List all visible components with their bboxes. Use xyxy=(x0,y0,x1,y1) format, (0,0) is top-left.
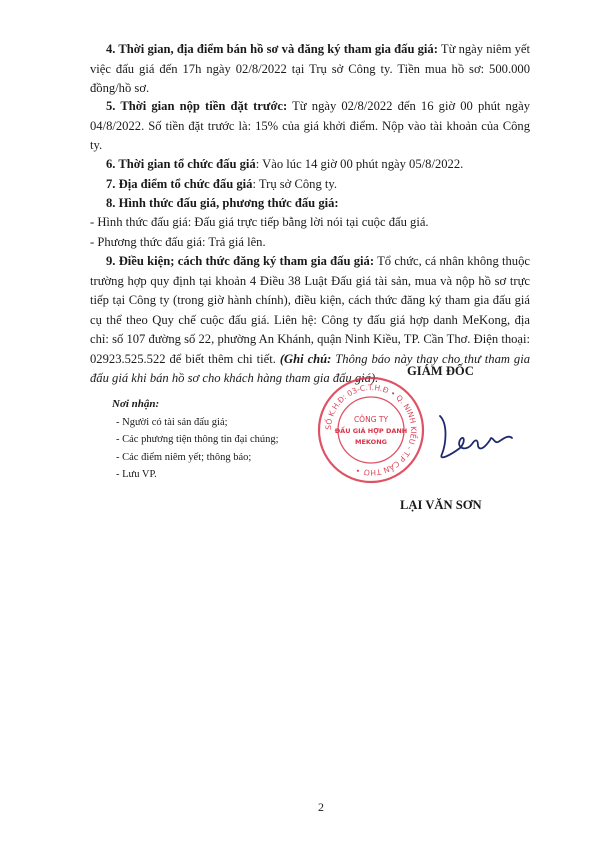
section-8-line-2: - Phương thức đấu giá: Trả giá lên. xyxy=(90,235,266,249)
stamp-center-line-1: CÔNG TY xyxy=(353,415,389,424)
section-8-label: 8. Hình thức đấu giá, phương thức đấu giá: xyxy=(106,196,339,210)
signer-name: LẠI VĂN SƠN xyxy=(400,498,482,512)
section-8-line-1: - Hình thức đấu giá: Đấu giá trực tiếp bằng lời nói tại cuộc đấu giá. xyxy=(90,215,429,229)
section-4-label: 4. Thời gian, địa điểm bán hồ sơ và đăng ký tham gia đấu giá: xyxy=(106,42,438,56)
section-5-text: Từ ngày 02/8/2022 đến 16 giờ 00 phút ngày 04/8/2022. Số tiền đặt trước là: 15% của giá khởi điểm. Nộp vào tài khoản của Công ty. xyxy=(90,99,530,152)
recipient-line: - Các điểm niêm yết; thông báo; xyxy=(116,451,252,463)
stamp-center-line-3: MEKONG xyxy=(355,438,387,446)
recipients-heading: Nơi nhận: xyxy=(112,398,160,410)
section-9-note-label: (Ghi chú: xyxy=(279,351,332,366)
section-9-note-text: Thông báo này thay cho thư tham gia đấu giá khi bán hồ sơ cho khách hàng tham gia đấu giá). xyxy=(90,351,531,385)
page-number: 2 xyxy=(318,800,324,814)
stamp-ring-text: SỐ K.H.Đ: 03-C.T.H.Đ • Q. NINH KIỀU - T.P CẦN THƠ • xyxy=(323,382,419,478)
stamp-center-line-2: ĐẤU GIÁ HỢP DANH xyxy=(334,427,408,435)
section-9-label: 9. Điều kiện; cách thức đăng ký tham gia đấu giá: xyxy=(106,254,375,268)
section-6 xyxy=(90,155,530,175)
handwritten-signature xyxy=(420,404,530,464)
section-7 xyxy=(90,175,530,195)
section-7-text: : Trụ sở Công ty. xyxy=(252,177,338,191)
recipient-line: - Người có tài sản đấu giá; xyxy=(116,416,228,428)
section-5-label: 5. Thời gian nộp tiền đặt trước: xyxy=(106,99,288,113)
section-4 xyxy=(90,40,530,99)
section-7-label: 7. Địa điểm tổ chức đấu giá xyxy=(106,177,253,191)
recipient-line: - Lưu VP. xyxy=(116,469,157,480)
section-6-label: 6. Thời gian tổ chức đấu giá xyxy=(106,157,256,171)
recipients-block xyxy=(100,396,279,484)
recipient-line: - Các phương tiện thông tin đại chúng; xyxy=(116,434,279,445)
section-6-text: : Vào lúc 14 giờ 00 phút ngày 05/8/2022. xyxy=(255,157,464,171)
section-5 xyxy=(90,97,530,156)
company-stamp xyxy=(316,375,426,485)
section-4-text: Từ ngày niêm yết việc đấu giá đến 17h ngày 02/8/2022 tại Trụ sở Công ty. Tiền mua hồ sơ: 500.000 đồng/hồ sơ. xyxy=(90,42,530,95)
section-9-text: Tổ chức, cá nhân không thuộc trường hợp quy định tại khoản 4 Điều 38 Luật Đấu giá tài sản, mua và nộp hồ sơ trực tiếp tại Công ty (trong giờ hành chính), điều kiện, cách thức đăng ký tham gia đấu giá cụ thể theo Quy chế cuộc đấu giá. Liên hệ: Công ty đấu giá hợp danh MeKong, địa chỉ: số 107 đường số 22, phường An Khánh, quận Ninh Kiều, TP. Cần Thơ. Điện thoại: 02923.525.522 để biết thêm chi tiết. xyxy=(90,254,530,366)
signer-title: GIÁM ĐỐC xyxy=(407,364,474,378)
section-8 xyxy=(90,194,530,214)
